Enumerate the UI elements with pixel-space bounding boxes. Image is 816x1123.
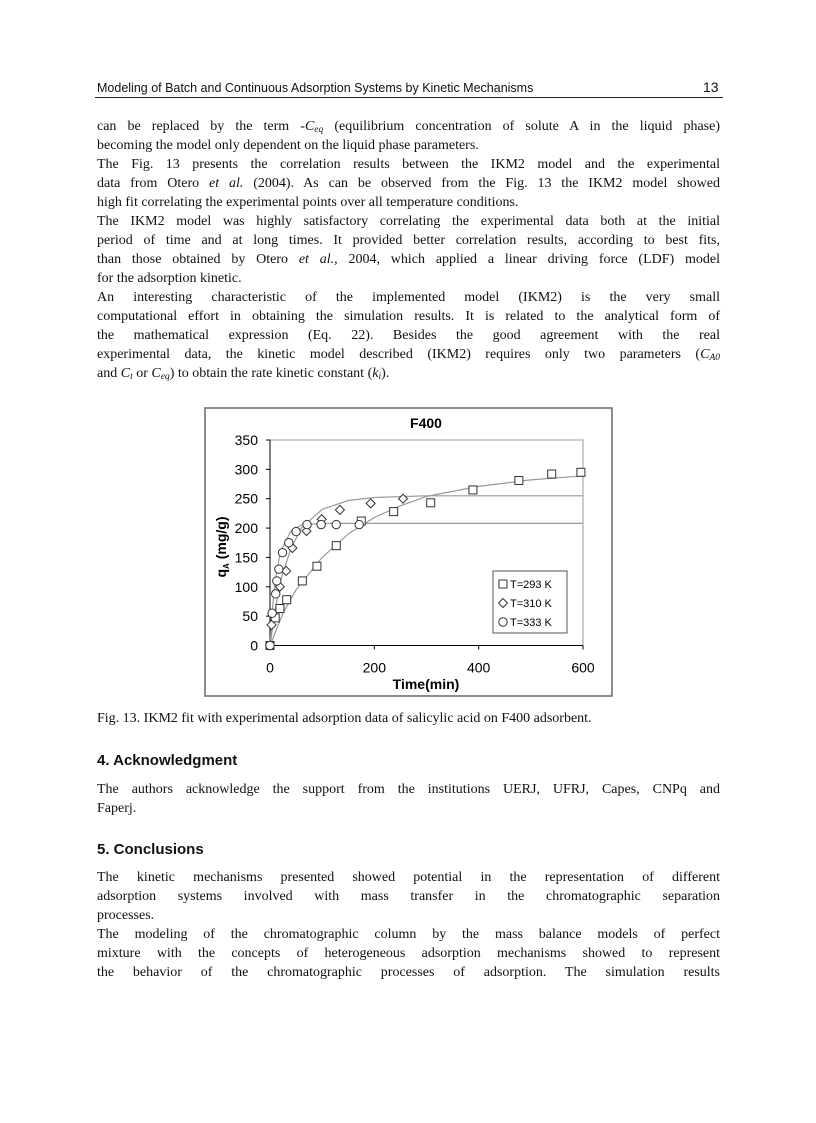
text-run: for the adsorption kinetic.	[97, 271, 242, 286]
text-run: An interesting characteristic of the implemented model (IKM2) is the very small	[97, 290, 720, 305]
text-run: (equilibrium concentration of solute A in the liquid phase)	[323, 119, 720, 134]
data-point-square	[427, 499, 435, 507]
text-run: experimental data, the kinetic model described (IKM2) requires only two parameters (	[97, 347, 701, 362]
header-rule	[95, 97, 723, 98]
y-label-symbol: q	[213, 568, 229, 578]
legend-marker-circle	[499, 618, 507, 626]
data-point-circle	[275, 565, 283, 573]
y-tick-label: 200	[234, 520, 258, 537]
text-run: mixture with the concepts of heterogeneous adsorption mechanisms showed to represent	[97, 946, 720, 961]
italic-text: k	[372, 366, 379, 381]
data-point-square	[469, 486, 477, 494]
italic-text: et al.	[298, 252, 335, 267]
y-tick-label: 150	[234, 549, 258, 566]
x-tick-label: 600	[571, 659, 595, 676]
italic-text: C	[304, 119, 315, 134]
text-line	[97, 269, 720, 288]
italic-text: C	[700, 347, 710, 362]
text-line	[97, 780, 720, 799]
x-tick-label: 400	[466, 659, 491, 676]
x-tick-label: 200	[362, 659, 387, 676]
data-point-square	[276, 605, 284, 613]
legend-label: T=333 K	[510, 617, 552, 629]
text-line	[97, 250, 720, 269]
subscript-text: i	[378, 372, 382, 382]
data-point-circle	[266, 641, 274, 649]
text-run: or	[132, 366, 152, 381]
text-run: The kinetic mechanisms presented showed potential in the representation of different	[97, 870, 720, 885]
text-run: (2004). As can be observed from the Fig. 13 the IKM2 model showed	[243, 176, 720, 191]
text-line	[97, 963, 720, 982]
figure-13-chart	[204, 407, 614, 698]
text-line	[97, 155, 720, 174]
y-tick-label: 300	[234, 461, 258, 478]
chart-title: F400	[410, 415, 442, 431]
y-tick-label: 0	[250, 637, 258, 654]
data-point-circle	[355, 520, 363, 528]
subscript-text: A0	[709, 353, 720, 363]
section-heading-acknowledgment: 4. Acknowledgment	[97, 752, 238, 769]
chart-frame	[205, 408, 612, 696]
text-run: than those obtained by Otero	[97, 252, 299, 267]
text-run: The modeling of the chromatographic column by the mass balance models of perfect	[97, 927, 720, 942]
x-tick-label: 0	[266, 659, 274, 676]
text-run: The Fig. 13 presents the correlation results between the IKM2 model and the experimental	[97, 157, 720, 172]
figure-caption: Fig. 13. IKM2 fit with experimental adsorption data of salicylic acid on F400 adsorbent.	[97, 711, 592, 726]
text-run: computational effort in obtaining the simulation results. It is related to the analytical form of	[97, 309, 720, 324]
text-line	[97, 307, 720, 326]
text-line	[97, 944, 720, 963]
text-line	[97, 136, 720, 155]
text-line	[97, 906, 720, 925]
data-point-square	[548, 470, 556, 478]
data-point-circle	[273, 577, 281, 585]
text-run: data from Otero	[97, 176, 210, 191]
y-tick-label: 250	[234, 490, 258, 507]
text-line	[97, 868, 720, 887]
text-run: , 2004, which applied a linear driving force (LDF) model	[334, 252, 720, 267]
data-point-square	[390, 508, 398, 516]
subscript-text: t	[130, 372, 133, 382]
y-tick-label: 50	[242, 608, 258, 625]
data-point-square	[577, 468, 585, 476]
text-run: ).	[381, 366, 390, 381]
legend-label: T=310 K	[510, 598, 552, 610]
text-line	[97, 364, 720, 387]
subscript-text: eq	[314, 125, 324, 135]
data-point-circle	[292, 527, 300, 535]
data-point-square	[283, 596, 291, 604]
text-run: and	[97, 366, 121, 381]
text-run: Faperj.	[97, 801, 137, 816]
text-run: adsorption systems involved with mass transfer in the chromatographic separation	[97, 889, 720, 904]
text-line	[97, 212, 720, 231]
text-line	[97, 326, 720, 345]
text-run: The authors acknowledge the support from the institutions UERJ, UFRJ, Capes, CNPq and	[97, 782, 720, 797]
text-run: the mathematical expression (Eq. 22). Besides the good agreement with the real	[97, 328, 720, 343]
text-run: the behavior of the chromatographic processes of adsorption. The simulation results	[97, 965, 720, 980]
data-point-circle	[278, 549, 286, 557]
text-run: The IKM2 model was highly satisfactory correlating the experimental data both at the initial	[97, 214, 720, 229]
page-number: 13	[703, 79, 719, 95]
legend-label: T=293 K	[510, 579, 552, 591]
x-axis-label: Time(min)	[392, 676, 460, 692]
data-point-circle	[332, 520, 340, 528]
text-line	[97, 799, 720, 818]
text-run: becoming the model only dependent on the liquid phase parameters.	[97, 138, 479, 153]
text-line	[97, 887, 720, 906]
data-point-circle	[317, 520, 325, 528]
data-point-square	[313, 562, 321, 570]
text-line	[97, 231, 720, 250]
text-line	[97, 288, 720, 307]
text-run: ) to obtain the rate kinetic constant (	[169, 366, 373, 381]
data-point-circle	[285, 539, 293, 547]
text-run: can be replaced by the term -	[97, 119, 305, 134]
text-run: period of time and at long times. It provided better correlation results, according to best fits,	[97, 233, 720, 248]
text-run: high fit correlating the experimental points over all temperature conditions.	[97, 195, 519, 210]
y-label-unit: (mg/g)	[213, 516, 229, 564]
y-label-subscript: A	[222, 563, 231, 569]
y-tick-label: 350	[234, 432, 258, 448]
data-point-square	[515, 477, 523, 485]
data-point-square	[298, 577, 306, 585]
text-line	[97, 925, 720, 944]
data-point-circle	[303, 520, 311, 528]
italic-text: et al.	[209, 176, 244, 191]
data-point-square	[332, 542, 340, 550]
text-line	[97, 193, 720, 212]
data-point-circle	[272, 590, 280, 598]
y-tick-label: 100	[234, 578, 258, 595]
data-point-circle	[268, 609, 276, 617]
legend-marker-square	[499, 580, 507, 588]
section-heading-conclusions: 5. Conclusions	[97, 841, 204, 858]
italic-text: C	[120, 366, 131, 381]
subscript-text: eq	[160, 372, 170, 382]
italic-text: C	[151, 366, 161, 381]
running-header-title: Modeling of Batch and Continuous Adsorption Systems by Kinetic Mechanisms	[97, 81, 534, 95]
text-line	[97, 174, 720, 193]
text-run: processes.	[97, 908, 155, 923]
